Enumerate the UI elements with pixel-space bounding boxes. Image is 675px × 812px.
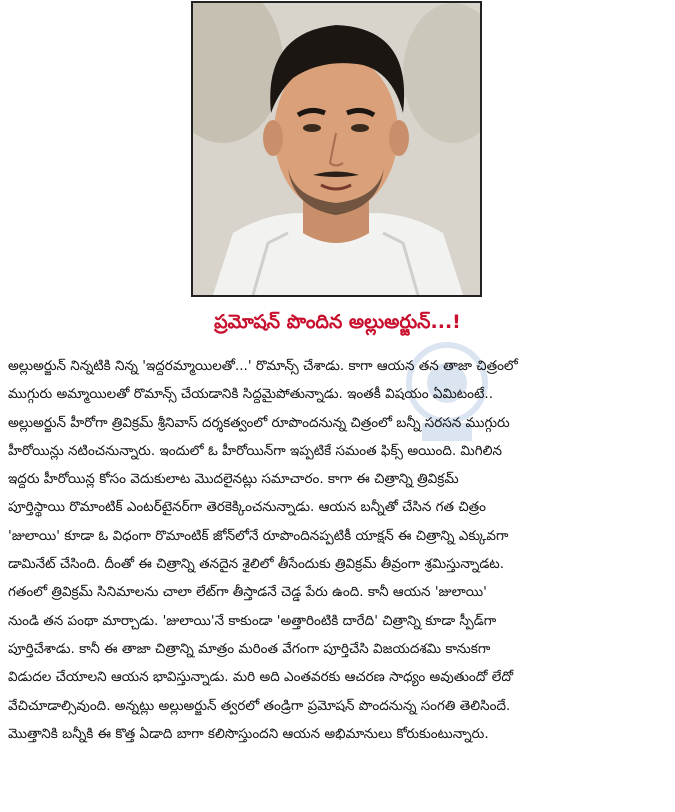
- article-body-line: డామినేట్ చేసింది. దీంతో ఈ చిత్రాన్ని తనదైన శైలిలో తీసేందుకు త్రివిక్రమ్ తీవ్రంగా శ్రమిస్తున్నాడట.: [8, 556, 505, 573]
- article-body-line: గతంలో త్రివిక్రమ్ సినిమాలను చాలా లేట్‌గా తీస్తాడనే చెడ్డ పేరు ఉంది. కానీ ఆయన 'జులాయి': [8, 584, 487, 601]
- article-body-line: ఇద్దరు హీరోయిన్ల కోసం వెదుకులాట మొదలైనట్లు సమాచారం. కాగా ఈ చిత్రాన్ని త్రివిక్రమ్: [8, 471, 459, 488]
- article-photo: [191, 1, 482, 297]
- article-body-line: నుండి తన పంథా మార్చాడు. 'జులాయి'నే కాకుండా 'అత్తారింటికి దారేది' చిత్రాన్ని కూడా స్పీడ్‌గా: [8, 612, 497, 629]
- article-body-line: విడుదల చేయాలని ఆయన భావిస్తున్నాడు. మరి అది ఎంతవరకు ఆచరణ సాధ్యం అవుతుందో లేదో: [8, 669, 514, 686]
- article-body-line: పూర్తిచేశాడు. కానీ ఈ తాజా చిత్రాన్ని మాత్రం మరింత వేగంగా పూర్తిచేసి విజయదశమి కానుకగా: [8, 640, 491, 657]
- article-body-line: వేచిచూడాల్సివుంది. అన్నట్లు అల్లుఅర్జున్ త్వరలో తండ్రిగా ప్రమోషన్ పొందనున్న సంగతి తెలిసిందే.: [8, 697, 511, 714]
- article-body-line: అల్లుఅర్జున్ హీరోగా త్రివిక్రమ్ శ్రీనివాస్ దర్శకత్వంలో రూపొందనున్న చిత్రంలో బన్నీ సరసన ముగ్గురు: [8, 414, 510, 431]
- article-body-line: హీరోయిన్లు నటించనున్నారు. ఇందులో ఓ హీరోయిన్‌గా ఇప్పటికే సమంత ఫిక్స్ అయింది. మిగిలిన: [8, 442, 502, 459]
- article-body-line: మొత్తానికి బన్నీకి ఈ కొత్త ఏడాది బాగా కలిసొస్తుందని ఆయన అభిమానులు కోరుకుంటున్నారు.: [8, 725, 489, 742]
- article-body-line: 'జులాయి' కూడా ఓ విధంగా రొమాంటిక్ జోన్‌లోనే రూపొందినప్పటికీ యాక్షన్ ఈ చిత్రాన్ని ఎక్కువగా: [8, 527, 509, 544]
- article-body-line: పూర్తిస్థాయి రొమాంటిక్ ఎంటర్‌టైనర్‌గా తెరకెక్కించనున్నాడు. ఆయన బన్నీతో చేసిన గత చిత్రం: [8, 499, 487, 516]
- article-body-line: అల్లుఅర్జున్ నిన్నటికి నిన్న 'ఇద్దరమ్మాయిలతో...' రొమాన్స్ చేశాడు. కాగా ఆయన తన తాజా చిత్రంలో: [8, 358, 518, 374]
- article-headline: ప్రమోషన్ పొందిన అల్లుఅర్జున్...!: [214, 311, 461, 333]
- article-body: [8, 352, 668, 748]
- portrait-image: [193, 3, 480, 295]
- article-body-line: ముగ్గురు అమ్మాయిలతో రొమాన్స్ చేయడానికి సిద్దమైపోతున్నాడు. ఇంతకీ విషయం ఏమిటంటే..: [8, 386, 493, 403]
